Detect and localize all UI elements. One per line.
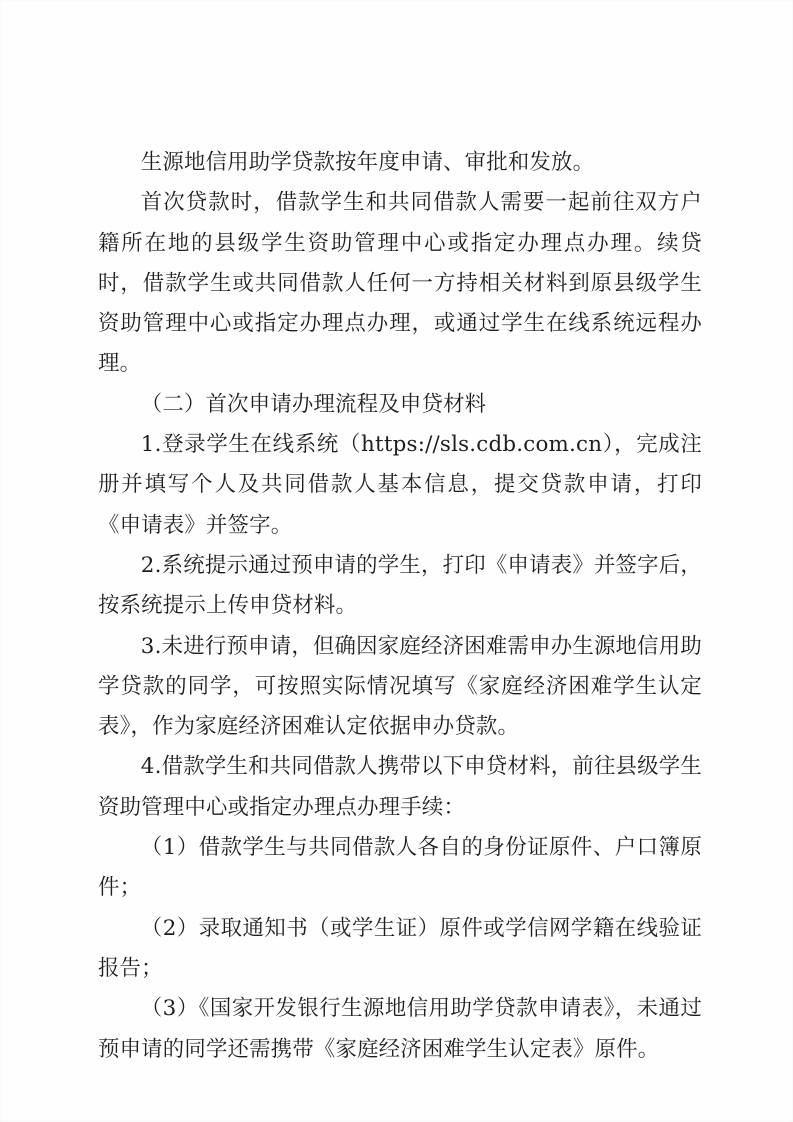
paragraph-step-2-print-form: 2.系统提示通过预申请的学生，打印《申请表》并签字后，按系统提示上传申贷材料。 [98,552,702,619]
list-item-3-application-form: （3）《国家开发银行生源地信用助学贷款申请表》，未通过预申请的同学还需携带《家庭经济困难学生认定表》原件。 [98,996,702,1062]
paragraph-step-3-no-preapplication: 3.未进行预申请，但确因家庭经济困难需申办生源地信用助学贷款的同学，可按照实际情况填写《家庭经济困难学生认定表》，作为家庭经济困难认定依据申办贷款。 [98,633,702,740]
paragraph-step-1-online-system: 1.登录学生在线系统（https://sls.cdb.com.cn），完成注册并填写个人及共同借款人基本信息，提交贷款申请，打印《申请表》并签字。 [98,432,702,538]
paragraph-loan-annual-cycle: 生源地信用助学贷款按年度申请、审批和发放。 [140,150,595,175]
list-item-1-id-documents: （1）借款学生与共同借款人各自的身份证原件、户口簿原件； [98,835,702,901]
list-item-2-admission-notice: （2）录取通知书（或学生证）原件或学信网学籍在线验证报告； [98,915,702,981]
document-body [98,143,702,1070]
paragraph-first-loan-procedure: 首次贷款时，借款学生和共同借款人需要一起前往双方户籍所在地的县级学生资助管理中心或指定办理点办理。续贷时，借款学生或共同借款人任何一方持相关材料到原县级学生资助管理中心或指定办理点办理，或通过学生在线系统远程办理。 [98,190,702,377]
section-heading-first-application: （二）首次申请办理流程及申贷材料 [140,391,487,417]
paragraph-step-4-materials-intro: 4.借款学生和共同借款人携带以下申贷材料，前往县级学生资助管理中心或指定办理点办理手续： [98,754,702,820]
